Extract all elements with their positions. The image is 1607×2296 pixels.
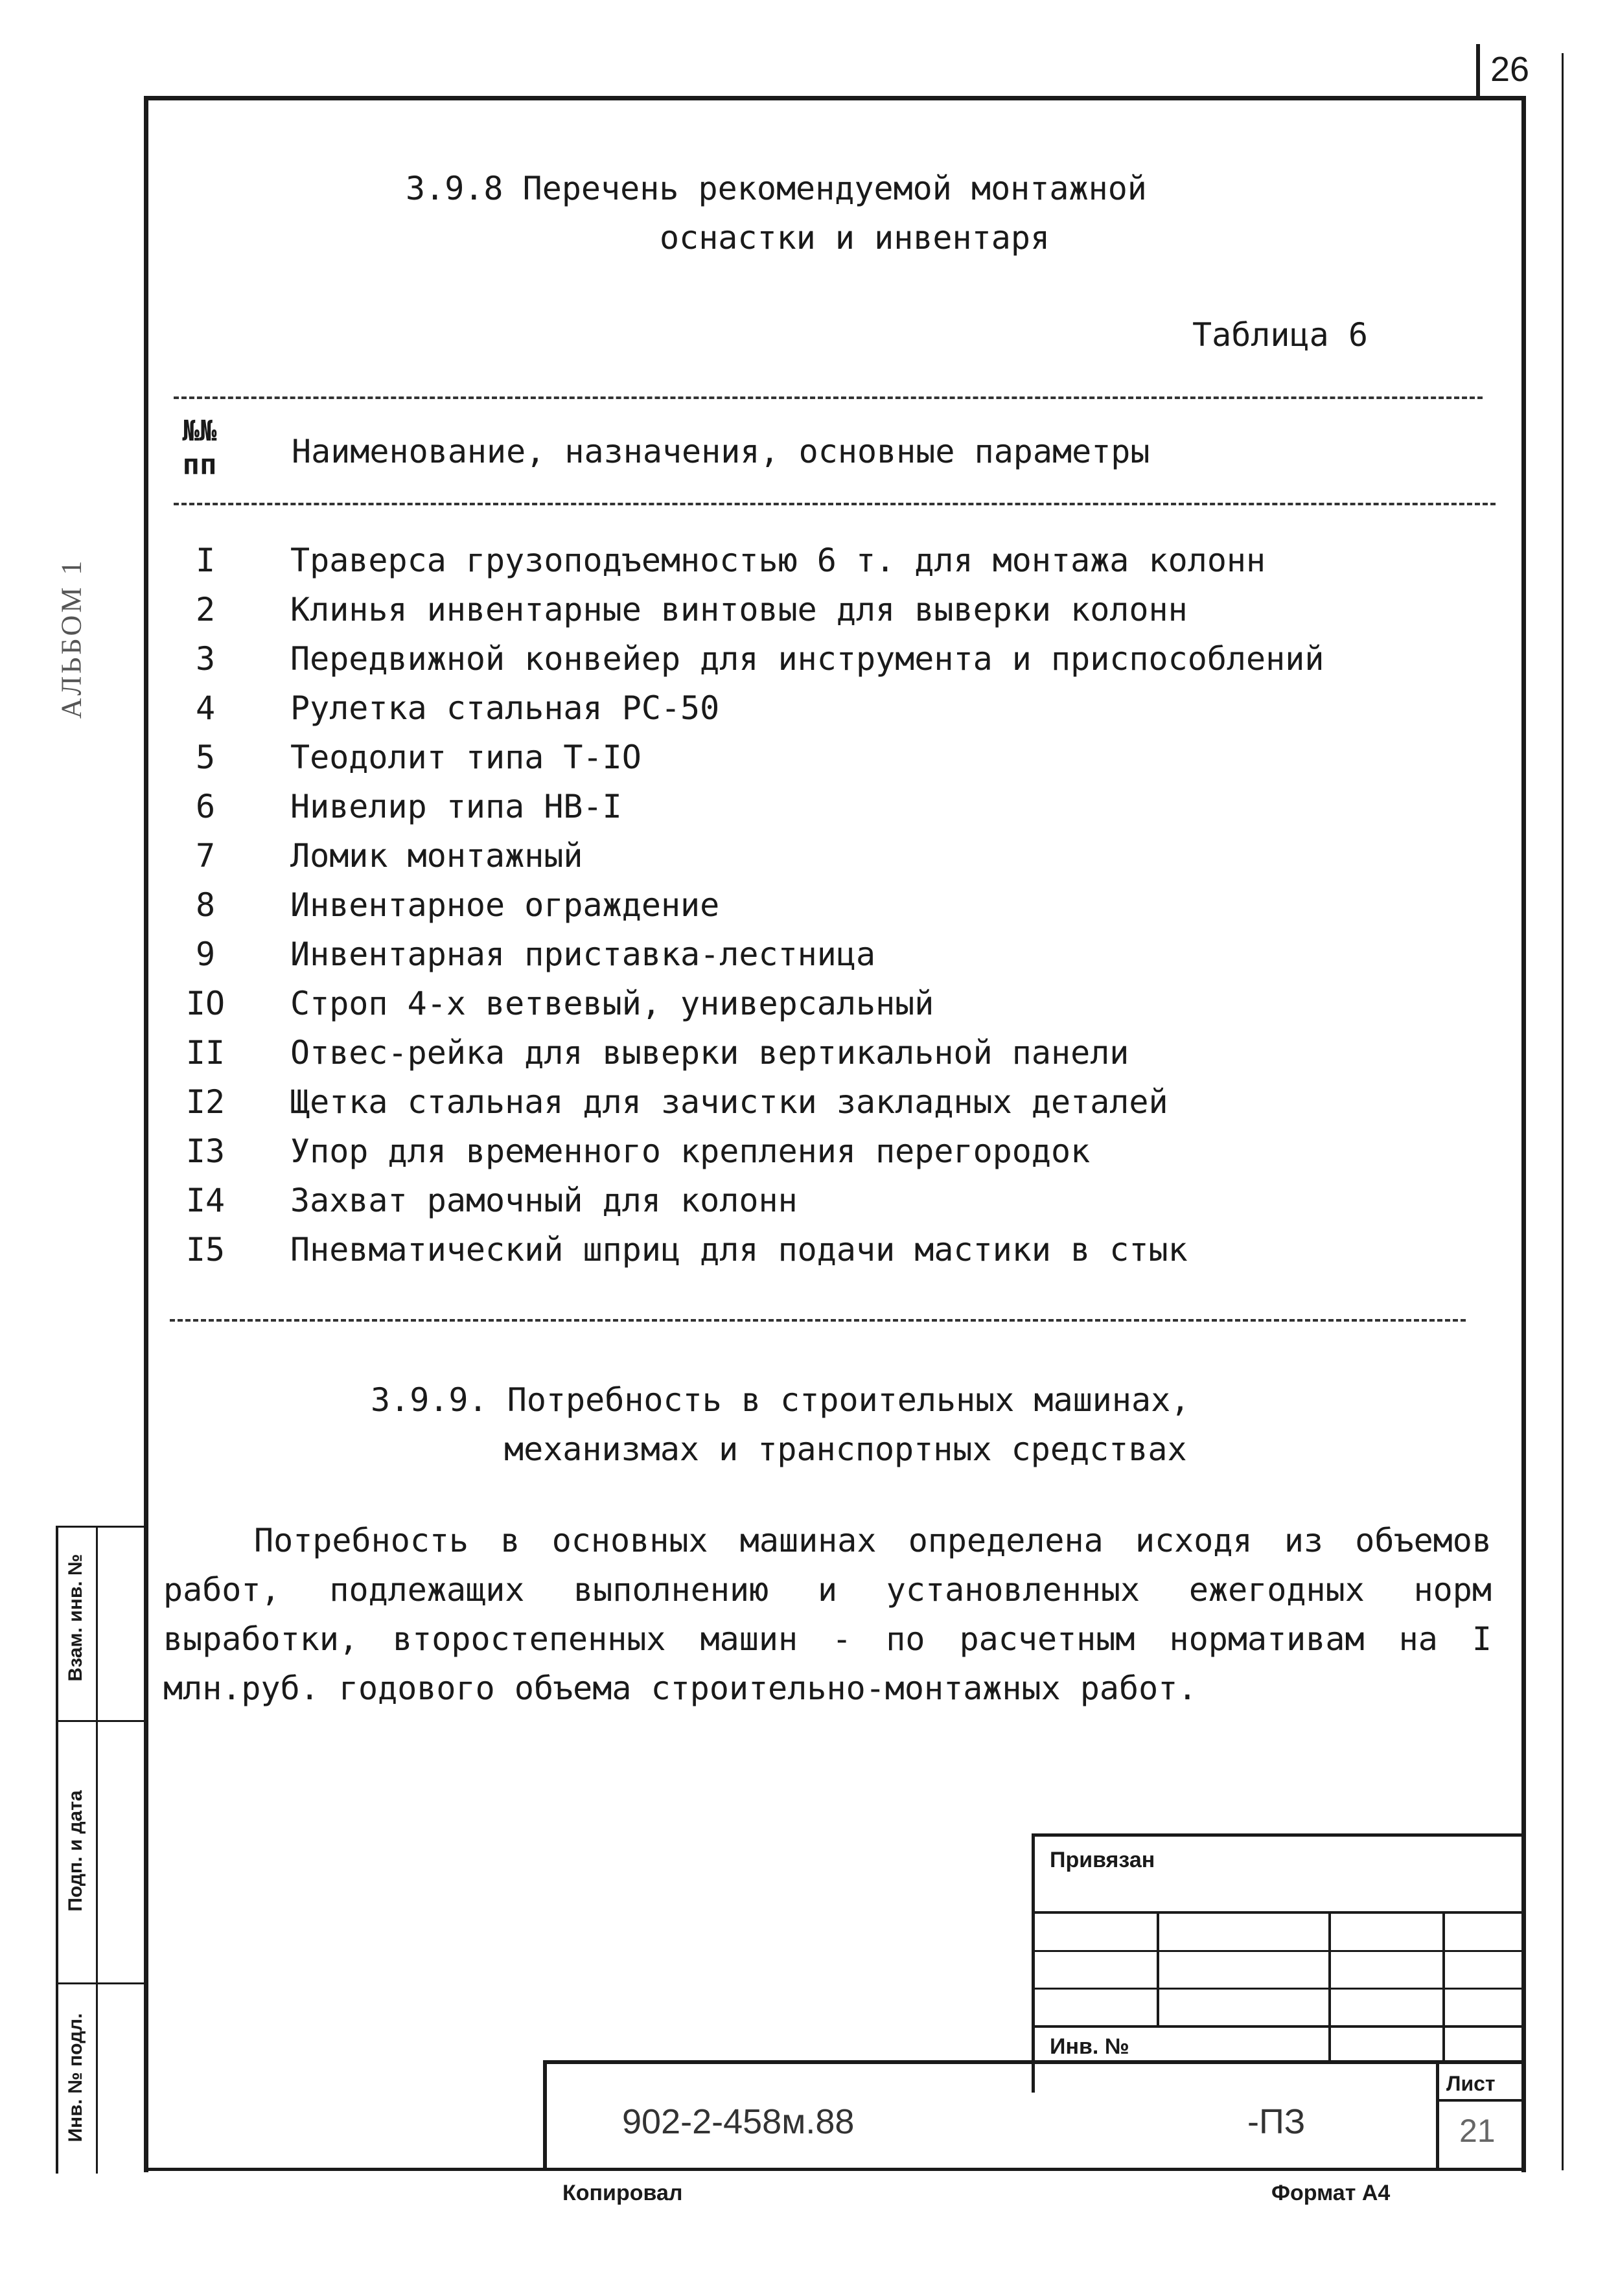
section-398-title-line2: оснастки и инвентаря bbox=[660, 219, 1050, 257]
document-code: 902-2-458м.88 bbox=[622, 2102, 855, 2141]
table-row-name: Передвижной конвейер для инструмента и приспособлений bbox=[290, 640, 1324, 678]
stamp-left-border bbox=[1032, 1833, 1035, 2093]
stamp-row-line bbox=[1032, 1988, 1526, 1990]
format-label: Формат А4 bbox=[1271, 2181, 1391, 2205]
table-row-number: 4 bbox=[195, 689, 216, 727]
table-row-number: I2 bbox=[185, 1083, 225, 1121]
binding-strip-outer-line bbox=[56, 1526, 58, 2174]
stamp-col-line bbox=[1328, 1911, 1331, 2060]
table-header-rule bbox=[174, 503, 1496, 505]
table-row-name: Клинья инвентарные винтовые для выверки колонн bbox=[290, 591, 1188, 628]
replace-inv-label: Взам. инв. № bbox=[65, 1554, 86, 1682]
copied-label: Копировал bbox=[562, 2181, 683, 2205]
stamp-row-line bbox=[1032, 1911, 1526, 1914]
table-row-number: 7 bbox=[195, 837, 216, 875]
stamp-top-border bbox=[1032, 1833, 1526, 1837]
table-row-number: I4 bbox=[185, 1182, 225, 1219]
table-row-name: Нивелир типа НВ-I bbox=[290, 788, 622, 825]
table-row-number: 8 bbox=[195, 886, 216, 924]
table-row-name: Траверса грузоподъемностью 6 т. для монтажа колонн bbox=[290, 542, 1266, 579]
stamp-sheet-row-line bbox=[1436, 2099, 1526, 2102]
table-bottom-rule bbox=[170, 1319, 1466, 1322]
stamp-main-left-border bbox=[543, 2060, 547, 2170]
sheet-number: 21 bbox=[1459, 2113, 1496, 2149]
table-top-rule bbox=[174, 396, 1483, 399]
inv-orig-label: Инв. № подл. bbox=[65, 2013, 86, 2142]
page-number: 26 bbox=[1490, 50, 1530, 89]
frame-right-border bbox=[1521, 96, 1526, 2172]
table-row-name: Щетка стальная для зачистки закладных деталей bbox=[290, 1083, 1168, 1121]
binding-strip-divider bbox=[56, 1720, 146, 1722]
table-row-number: 9 bbox=[195, 936, 216, 973]
table-row-name: Ломик монтажный bbox=[290, 837, 583, 875]
frame-bottom-border bbox=[144, 2168, 1526, 2171]
table-header-name: Наименование, назначения, основные параметры bbox=[292, 433, 1150, 470]
table-row-number: 5 bbox=[195, 739, 216, 776]
document-suffix: -ПЗ bbox=[1247, 2102, 1306, 2141]
table-row-number: 6 bbox=[195, 788, 216, 825]
section-399-paragraph bbox=[163, 1516, 1492, 1713]
table-row-number: 3 bbox=[195, 640, 216, 678]
table-row-name: Захват рамочный для колонн bbox=[290, 1182, 798, 1219]
table-row-number: I5 bbox=[185, 1231, 225, 1269]
frame-top-border bbox=[144, 96, 1526, 100]
section-398-title-line1: 3.9.8 Перечень рекомендуемой монтажной bbox=[406, 170, 1147, 207]
table-row-name: Отвес-рейка для выверки вертикальной панели bbox=[290, 1034, 1129, 1072]
table-row-name: Упор для временного крепления перегородок bbox=[290, 1132, 1091, 1170]
table-row-number: I bbox=[195, 542, 216, 579]
stamp-bound-to-label: Привязан bbox=[1050, 1848, 1155, 1872]
table-header-number: №№ пп bbox=[182, 415, 217, 481]
table-row-number: 2 bbox=[195, 591, 216, 628]
table-row-name: Пневматический шприц для подачи мастики в стык bbox=[290, 1231, 1188, 1269]
binding-strip-divider bbox=[56, 1982, 146, 1984]
frame-left-border bbox=[144, 96, 148, 2172]
page-number-box-left bbox=[1476, 44, 1480, 100]
stamp-row-line bbox=[1032, 1950, 1526, 1952]
table-row-number: I3 bbox=[185, 1132, 225, 1170]
section-399-title-line2: механизмах и транспортных средствах bbox=[504, 1430, 1187, 1468]
table-row-number: IO bbox=[185, 985, 225, 1022]
table-row-name: Рулетка стальная РС-50 bbox=[290, 689, 720, 727]
outer-right-border bbox=[1562, 97, 1564, 2170]
table-row-number: II bbox=[185, 1034, 225, 1072]
stamp-col-line bbox=[1157, 1911, 1159, 2028]
section-399-title-line1: 3.9.9. Потребность в строительных машинах, bbox=[371, 1381, 1190, 1419]
stamp-main-top-border bbox=[543, 2060, 1526, 2064]
stamp-inv-label: Инв. № bbox=[1050, 2034, 1129, 2059]
table-row-name: Строп 4-х ветвевый, универсальный bbox=[290, 985, 934, 1022]
table-row-name: Теодолит типа Т-IO bbox=[290, 739, 642, 776]
table-row-name: Инвентарная приставка-лестница bbox=[290, 936, 876, 973]
stamp-sheet-divider bbox=[1436, 2060, 1439, 2170]
table-row-name: Инвентарное ограждение bbox=[290, 886, 720, 924]
page-number-box-right bbox=[1562, 53, 1564, 100]
table-label: Таблица 6 bbox=[1192, 316, 1368, 354]
paragraph-text: Потребность в основных машинах определена исходя из объемов работ, подлежащих выполнению и установленных ежегодных норм выработки, второстепенных машин - по расчетным нормативам на I млн.руб. годового объема строительно-монтажных работ. bbox=[163, 1522, 1492, 1707]
stamp-sheet-label: Лист bbox=[1446, 2072, 1496, 2095]
stamp-row-line bbox=[1032, 2025, 1526, 2028]
album-label: АЛЬБОМ 1 bbox=[55, 558, 87, 719]
sign-date-label: Подп. и дата bbox=[65, 1790, 86, 1912]
binding-strip-mid-line bbox=[96, 1526, 98, 2174]
stamp-col-line bbox=[1442, 1911, 1445, 2060]
